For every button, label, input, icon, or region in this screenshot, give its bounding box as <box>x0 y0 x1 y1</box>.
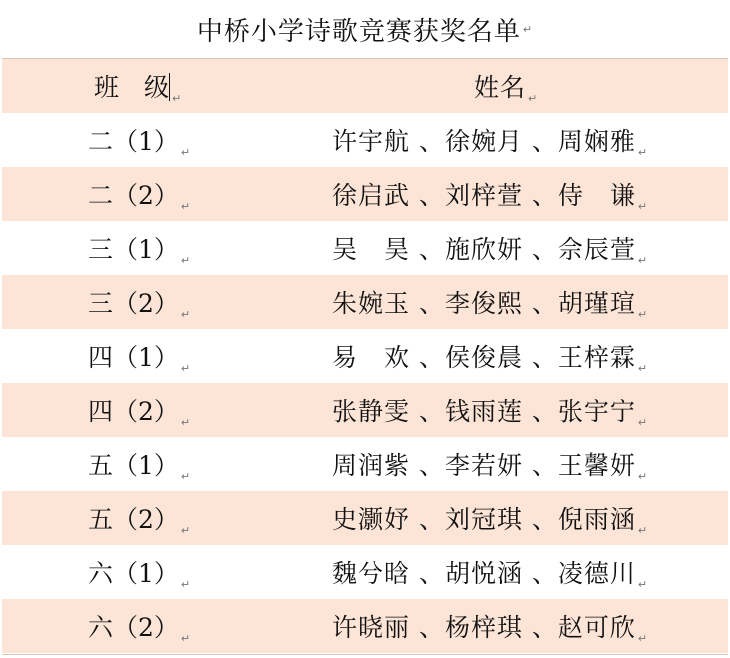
class-cell[interactable] <box>2 176 191 213</box>
names-text[interactable]: 张静雯 、钱雨莲 、张宇宁 <box>332 396 636 426</box>
paragraph-mark-icon: ↵ <box>637 415 649 429</box>
table-row[interactable] <box>2 545 728 599</box>
names-cell[interactable] <box>182 500 728 537</box>
paragraph-mark-icon: ↵ <box>637 253 649 267</box>
paragraph-mark-icon: ↵ <box>180 469 191 483</box>
class-text[interactable]: 二（2） <box>88 180 179 210</box>
class-text[interactable]: 三（1） <box>88 234 179 264</box>
paragraph-mark-icon: ↵ <box>637 523 649 537</box>
header-names-cell[interactable] <box>182 68 728 105</box>
table-header-row[interactable] <box>2 59 728 113</box>
header-class-label[interactable]: 班 级 <box>94 72 170 102</box>
paragraph-mark-icon: ↵ <box>637 631 649 645</box>
table-row[interactable] <box>2 437 728 491</box>
names-cell[interactable] <box>182 176 728 213</box>
header-class-cell[interactable] <box>2 68 182 105</box>
class-cell[interactable] <box>2 500 191 537</box>
paragraph-mark-icon: ↵ <box>172 91 182 105</box>
class-cell[interactable] <box>2 446 191 483</box>
class-text[interactable]: 四（2） <box>88 396 179 426</box>
document-title[interactable] <box>2 0 728 58</box>
class-text[interactable]: 六（2） <box>88 612 179 642</box>
table-row[interactable] <box>2 275 728 329</box>
paragraph-mark-icon: ↵ <box>522 22 534 36</box>
class-cell[interactable] <box>2 392 191 429</box>
table-row[interactable] <box>2 167 728 221</box>
table-body <box>2 113 728 653</box>
names-text[interactable]: 徐启武 、刘梓萱 、侍 谦 <box>332 180 636 210</box>
class-text[interactable]: 五（1） <box>88 450 179 480</box>
class-text[interactable]: 三（2） <box>88 288 179 318</box>
class-cell[interactable] <box>2 608 191 645</box>
names-cell[interactable] <box>182 554 728 591</box>
names-text[interactable]: 吴 昊 、施欣妍 、佘辰萱 <box>332 234 636 264</box>
paragraph-mark-icon: ↵ <box>180 523 191 537</box>
paragraph-mark-icon: ↵ <box>637 145 649 159</box>
paragraph-mark-icon: ↵ <box>180 577 191 591</box>
class-cell[interactable] <box>2 122 191 159</box>
class-text[interactable]: 二（1） <box>88 126 179 156</box>
paragraph-mark-icon: ↵ <box>180 307 191 321</box>
names-cell[interactable] <box>182 608 728 645</box>
table-row[interactable] <box>2 491 728 545</box>
names-cell[interactable] <box>182 284 728 321</box>
paragraph-mark-icon: ↵ <box>180 145 191 159</box>
class-cell[interactable] <box>2 554 191 591</box>
names-text[interactable]: 朱婉玉 、李俊熙 、胡瑾瑄 <box>332 288 636 318</box>
names-cell[interactable] <box>182 446 728 483</box>
names-text[interactable]: 许晓丽 、杨梓琪 、赵可欣 <box>332 612 636 642</box>
paragraph-mark-icon: ↵ <box>180 199 191 213</box>
header-names-label[interactable]: 姓名 <box>474 72 527 102</box>
names-text[interactable]: 易 欢 、侯俊晨 、王梓霖 <box>332 342 636 372</box>
paragraph-mark-icon: ↵ <box>180 415 191 429</box>
document-title-text[interactable]: 中桥小学诗歌竞赛获奖名单 <box>196 16 521 47</box>
class-text[interactable]: 四（1） <box>88 342 179 372</box>
names-cell[interactable] <box>182 230 728 267</box>
table-row[interactable] <box>2 599 728 653</box>
class-text[interactable]: 五（2） <box>88 504 179 534</box>
table-row[interactable] <box>2 221 728 275</box>
award-table <box>2 58 728 653</box>
names-text[interactable]: 史灏妤 、刘冠琪 、倪雨涵 <box>332 504 636 534</box>
class-text[interactable]: 六（1） <box>88 558 179 588</box>
text-cursor-icon <box>169 73 170 101</box>
paragraph-mark-icon: ↵ <box>180 253 191 267</box>
names-cell[interactable] <box>182 392 728 429</box>
paragraph-mark-icon: ↵ <box>637 577 649 591</box>
class-cell[interactable] <box>2 230 191 267</box>
paragraph-mark-icon: ↵ <box>637 307 649 321</box>
table-row[interactable] <box>2 383 728 437</box>
table-bottom-border <box>2 654 728 655</box>
paragraph-mark-icon: ↵ <box>180 631 191 645</box>
class-cell[interactable] <box>2 338 191 375</box>
paragraph-mark-icon: ↵ <box>637 199 649 213</box>
names-text[interactable]: 魏兮晗 、胡悦涵 、凌德川 <box>332 558 636 588</box>
table-row[interactable] <box>2 113 728 167</box>
class-cell[interactable] <box>2 284 191 321</box>
names-text[interactable]: 周润紫 、李若妍 、王馨妍 <box>332 450 636 480</box>
paragraph-mark-icon: ↵ <box>528 91 539 105</box>
table-row[interactable] <box>2 329 728 383</box>
paragraph-mark-icon: ↵ <box>180 361 191 375</box>
names-cell[interactable] <box>182 122 728 159</box>
names-cell[interactable] <box>182 338 728 375</box>
paragraph-mark-icon: ↵ <box>637 361 649 375</box>
paragraph-mark-icon: ↵ <box>637 469 649 483</box>
names-text[interactable]: 许宇航 、徐婉月 、周娴雅 <box>332 126 636 156</box>
